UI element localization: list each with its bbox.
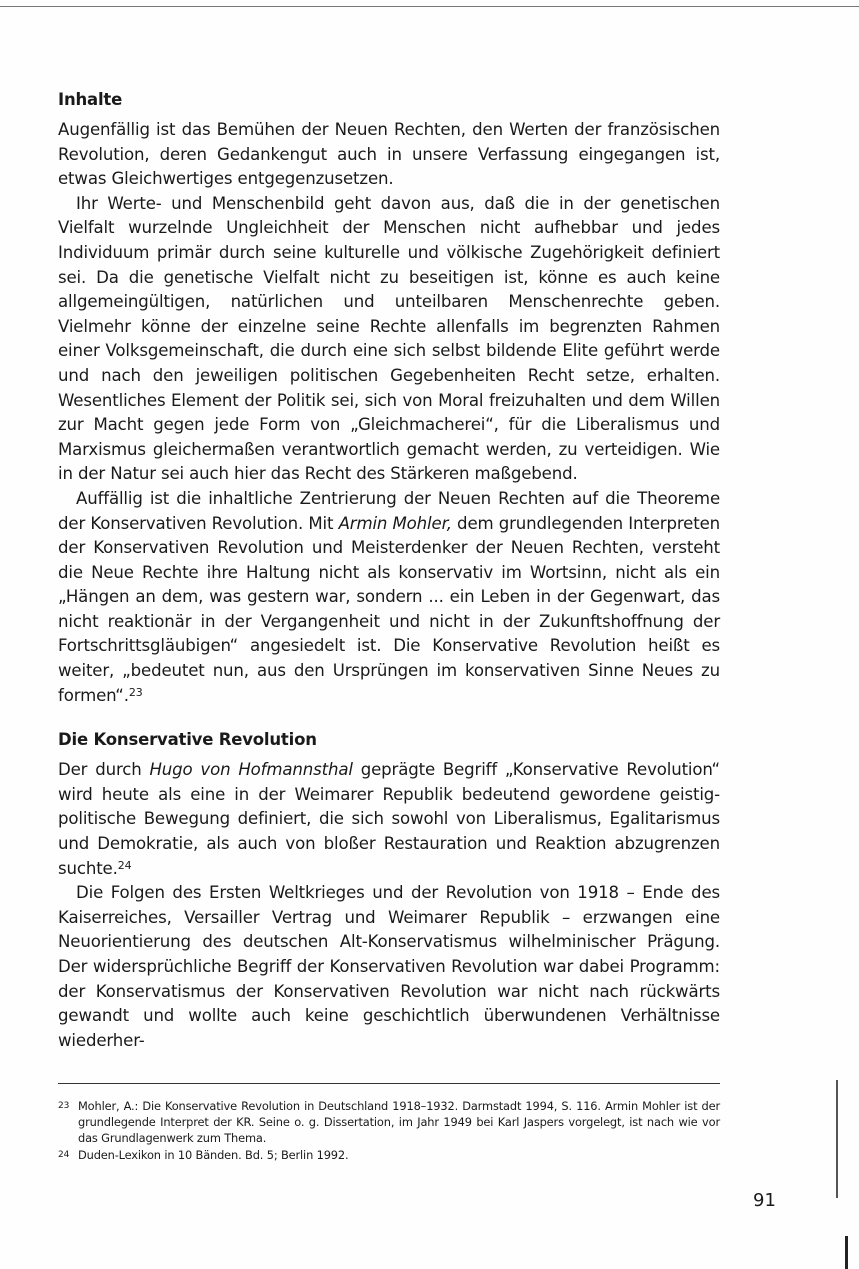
- paragraph: [58, 487, 720, 708]
- footnote-number: 23: [58, 1101, 70, 1111]
- footnote-text: Duden-Lexikon in 10 Bänden. Bd. 5; Berlin 1992.: [78, 1147, 349, 1162]
- paragraph: [58, 758, 720, 881]
- text-run: dem grundlegenden Interpreten der Konservativen Revolution und Meisterdenker der Neuen Rechten, versteht die Neue Rechte ihre Haltung nicht als konservativ im Wortsinn, nicht als ein „Hängen an dem, was gestern war, sondern ... ein Leben in der Gegenwart, das nicht reaktionär in der Vergangenheit und nicht in der Zukunftshoffnung der Fortschrittsgläubigen“ angesiedelt ist. Die Konservative Revolution heißt es weiter, „bedeutet nun, aus den Ursprüngen im konservativen Sinne Neues zu formen“.: [58, 513, 720, 705]
- page-number: 91: [753, 1190, 776, 1211]
- text-run: geprägte Begriff „Konservative Revolution“ wird heute als eine in der Weimarer Republik bedeutend gewordene geistig-politische Bewegung definiert, die sich sowohl von Liberalismus, Egalitarismus und Demokratie, als auch von bloßer Restauration und Reaktion abzugrenzen suchte.: [58, 760, 720, 878]
- paragraph: Augenfällig ist das Bemühen der Neuen Rechten, den Werten der französischen Revolution, deren Gedankengut auch in unsere Verfassung eingegangen ist, etwas Gleichwertiges entgegenzusetzen.: [58, 120, 720, 189]
- footnote-ref[interactable]: 23: [128, 685, 143, 699]
- footnote-text: Mohler, A.: Die Konservative Revolution in Deutschland 1918–1932. Darmstadt 1994, S. 116. Armin Mohler ist der grundlegende Interpret der KR. Seine o. g. Dissertation, im Jahr 1949 bei Karl Jaspers vorgelegt, ist nach wie vor das Grundlagenwerk zum Thema.: [78, 1099, 720, 1146]
- footnote: [58, 1098, 720, 1147]
- paragraph: Ihr Werte- und Menschenbild geht davon aus, daß die in der genetischen Vielfalt wurzelnde Ungleichheit der Menschen nicht aufhebbar und jedes Individuum primär durch seine kulturelle und völkische Zugehörigkeit definiert sei. Da die genetische Vielfalt nicht zu beseitigen ist, könne es auch keine allgemeingültigen, natürlichen und unteilbaren Menschenrechte geben. Vielmehr könne der einzelne seine Rechte allenfalls im begrenzten Rahmen einer Volksgemeinschaft, die durch eine sich selbst bildende Elite geführt werde und nach den jeweiligen politischen Gegebenheiten Recht setze, erhalten. Wesentliches Element der Politik sei, sich von Moral freizuhalten und dem Willen zur Macht gegen jede Form von „Gleichmacherei“, für die Liberalismus und Marxismus gleichermaßen verantwortlich gemacht werden, zu verteidigen. Wie in der Natur sei auch hier das Recht des Stärkeren maßgebend.: [58, 193, 720, 484]
- footnote-number: 24: [58, 1149, 70, 1160]
- person-name: Armin Mohler,: [338, 513, 452, 533]
- footnote-ref[interactable]: 24: [117, 858, 132, 872]
- person-name: Hugo von Hofmannsthal: [149, 760, 353, 780]
- section-heading-konservative-revolution: Die Konservative Revolution: [58, 730, 317, 750]
- footnote: [58, 1147, 720, 1163]
- section-heading-inhalte: Inhalte: [58, 90, 123, 109]
- text-run: Auffällig ist die inhaltliche Zentrierung der Neuen Rechten auf die Theoreme der Konservativen Revolution. Mit: [58, 488, 720, 533]
- paragraph: Die Folgen des Ersten Weltkrieges und der Revolution von 1918 – Ende des Kaiserreiches, Versailler Vertrag und Weimarer Republik – erzwangen eine Neuorientierung des deutschen Alt-Konservatismus wilhelminischer Prägung. Der widersprüchliche Begriff der Konservativen Revolution war dabei Programm: der Konservatismus der Konservativen Revolution war nicht nach rückwärts gewandt und wollte auch keine geschichtlich überwundenen Verhältnisse wiederher-: [58, 883, 720, 1050]
- footnotes: [58, 1098, 720, 1163]
- header-rule: [0, 6, 859, 7]
- margin-mark: [845, 1236, 848, 1269]
- main-text: [58, 88, 720, 1053]
- margin-mark: [836, 1080, 838, 1198]
- footnote-rule: [58, 1083, 720, 1084]
- text-run: Der durch: [58, 760, 150, 780]
